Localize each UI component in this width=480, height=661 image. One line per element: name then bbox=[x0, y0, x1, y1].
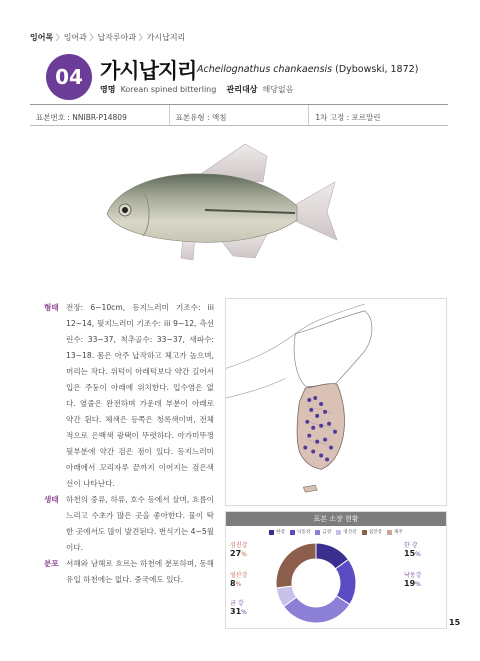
specimen-number: 표본번호 : NNIBR-P14809 bbox=[30, 105, 170, 125]
label-pct: 27 bbox=[230, 549, 242, 558]
label-pct: 8 bbox=[230, 579, 236, 588]
desc-row-ecology bbox=[44, 492, 214, 556]
label-name: 낙동강 bbox=[404, 572, 422, 579]
legend-swatch bbox=[387, 530, 392, 535]
fish-body bbox=[107, 174, 297, 242]
legend-swatch bbox=[362, 530, 367, 535]
north-korea bbox=[294, 311, 372, 387]
label-yeongsan: 영산강 8% bbox=[230, 572, 248, 588]
breadcrumb-order: 잉어목 bbox=[30, 33, 54, 42]
legend-label: 제주 bbox=[393, 530, 403, 535]
desc-row-distribution bbox=[44, 556, 214, 588]
donut-slice-금강 bbox=[284, 596, 350, 623]
english-name-label: 영명 bbox=[100, 85, 116, 94]
legend-label: 낙동강 bbox=[297, 530, 311, 535]
desc-text: 서해와 남해로 흐르는 하천에 분포하며, 동해 유입 하천에는 없다. 중국에도 있다. bbox=[66, 559, 214, 584]
distribution-map bbox=[225, 298, 447, 506]
desc-text: 전장: 6~10cm, 등지느러미 기조수: iii 12~14, 뒷지느러미 기조수: iii 9~12, 측선 린수: 33~37, 척추골수: 33~37, 새파수: 13~18. 몸은 아주 납작하고 체고가 높으며, 머리는 작다. 위턱이 아래턱보다 약간 길어서 입은 주둥이 아래에 위치한다. 입수염은 없다. 옆줄은 완전하며 가운데 부분이 아래로 약간 휜다. 체색은 등쪽은 청록색이며, 전체적으로 은백색 광택이 뚜렷하다. 아가미뚜껑 뒷부분에 약간 검은 점이 있다. 등지느러미 아래에서 꼬리자루 끝까지 이어지는 검은색 선이 나타난다. bbox=[66, 303, 214, 488]
scientific-name bbox=[197, 64, 418, 75]
legend-label: 금강 bbox=[322, 530, 332, 535]
desc-label: 형태 bbox=[44, 303, 59, 312]
legend-item bbox=[269, 529, 285, 535]
meta-line bbox=[100, 84, 293, 95]
desc-text: 하천의 중류, 하류, 호수 등에서 살며, 흐름이 느리고 수초가 많은 곳을 좋아한다. 물이 탁한 곳에서도 많이 발견된다. 번식기는 4~5월이다. bbox=[66, 495, 214, 552]
label-pct: 15 bbox=[404, 549, 416, 558]
scientific-name-italic: Acheilognathus chankaensis bbox=[197, 64, 333, 75]
legend-item bbox=[336, 529, 356, 535]
label-pct: 19 bbox=[404, 579, 416, 588]
label-nakdong: 낙동강 19% bbox=[404, 572, 422, 588]
desc-label: 생태 bbox=[44, 495, 59, 504]
legend-swatch bbox=[315, 530, 320, 535]
status-value: 해당없음 bbox=[262, 85, 294, 94]
species-number-badge: 04 bbox=[46, 54, 92, 100]
legend-label: 한강 bbox=[276, 530, 286, 535]
legend-swatch bbox=[269, 530, 274, 535]
page-number: 15 bbox=[449, 618, 461, 627]
label-seomjin: 섬진강 27% bbox=[230, 542, 248, 558]
donut-chart bbox=[271, 538, 361, 628]
legend-item bbox=[315, 529, 331, 535]
status-label: 관리대상 bbox=[226, 85, 258, 94]
legend-item bbox=[290, 529, 310, 535]
label-han: 한 강 15% bbox=[404, 542, 421, 558]
legend-label: 영산강 bbox=[343, 530, 357, 535]
fish-illustration bbox=[95, 140, 345, 270]
label-geum: 금 강 31% bbox=[230, 600, 247, 616]
description bbox=[44, 300, 214, 588]
label-name: 금 강 bbox=[230, 600, 244, 607]
jeju-island bbox=[303, 485, 317, 492]
scientific-author: (Dybowski, 1872) bbox=[332, 64, 419, 75]
label-name: 영산강 bbox=[230, 572, 248, 579]
legend-item bbox=[362, 529, 382, 535]
tail-fin bbox=[293, 182, 337, 240]
legend-swatch bbox=[290, 530, 295, 535]
page-title: 가시납지리 bbox=[100, 59, 197, 83]
breadcrumb-path: 〉잉어과 〉납자루아과 〉가시납지리 bbox=[53, 33, 186, 42]
desc-row-morphology bbox=[44, 300, 214, 492]
breadcrumb bbox=[30, 32, 185, 43]
label-name: 한 강 bbox=[404, 542, 418, 549]
legend-label: 섬진강 bbox=[368, 530, 382, 535]
donut-slice-섬진강 bbox=[276, 543, 316, 588]
legend-swatch bbox=[336, 530, 341, 535]
label-pct: 31 bbox=[230, 607, 242, 616]
specimen-info-table bbox=[30, 104, 448, 126]
distribution-title: 표본 소장 현황 bbox=[226, 512, 446, 526]
desc-label: 분포 bbox=[44, 559, 59, 568]
distribution-chart-box bbox=[225, 511, 447, 629]
label-name: 섬진강 bbox=[230, 542, 248, 549]
specimen-fixation: 1차 고정 : 포르말린 bbox=[315, 113, 381, 122]
english-name-value: Korean spined bitterling bbox=[120, 85, 217, 94]
chart-legend bbox=[226, 526, 446, 538]
legend-item bbox=[387, 529, 403, 535]
specimen-type: 표본유형 : 액침 bbox=[170, 105, 310, 125]
